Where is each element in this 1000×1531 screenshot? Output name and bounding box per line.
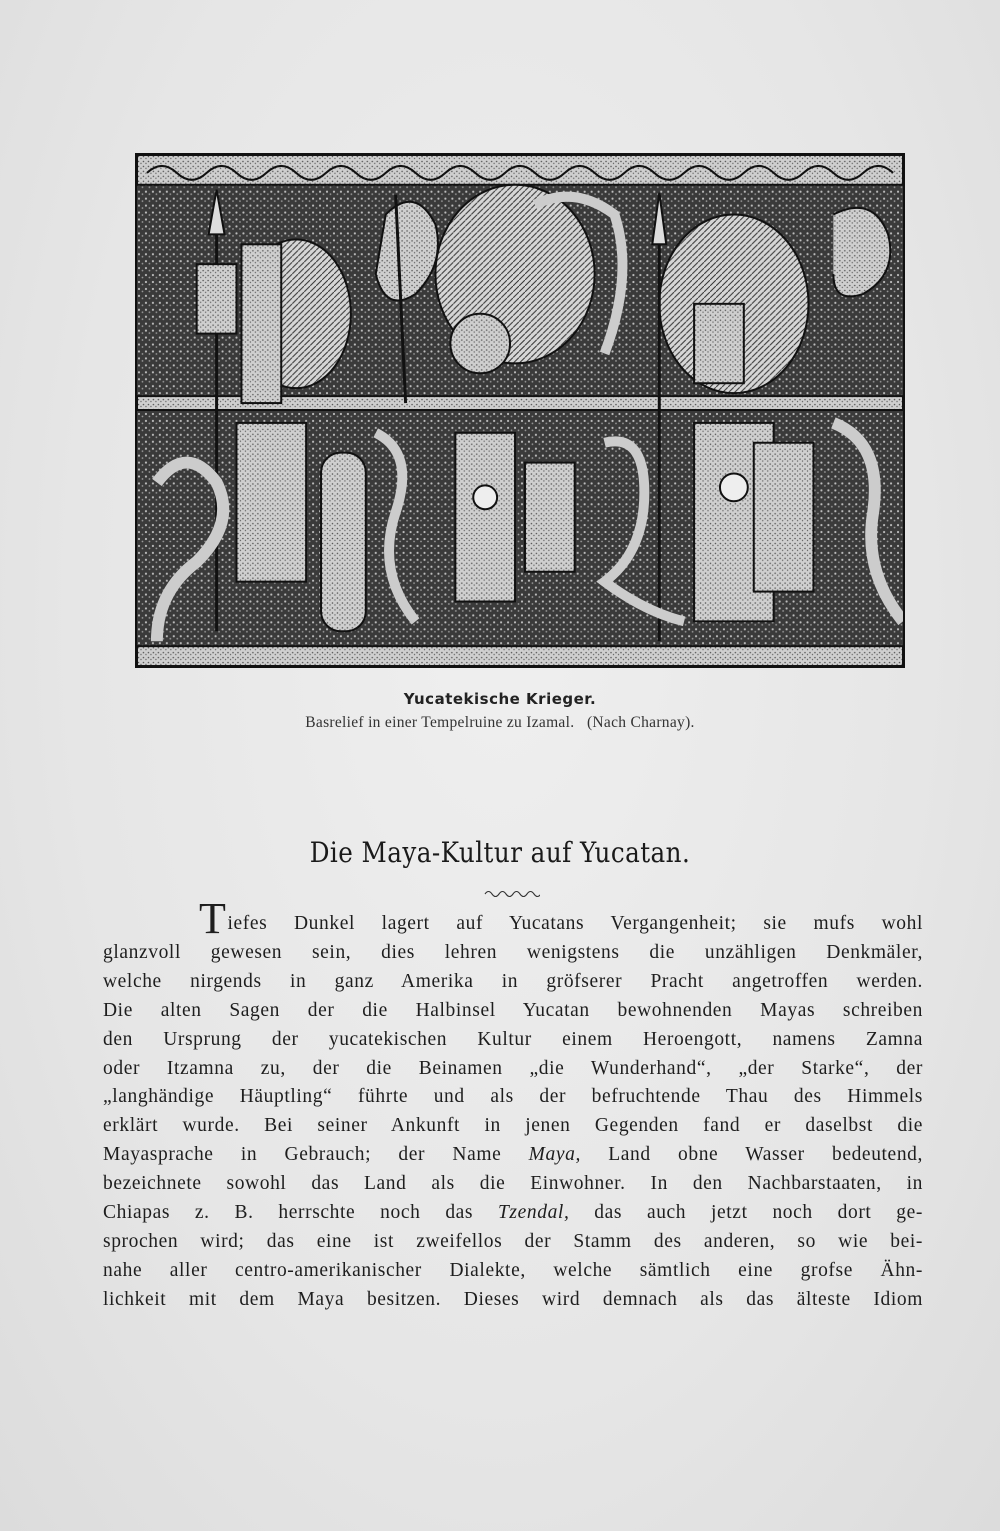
text-line: nahe aller centro-amerikanischer Dialekte, welche sämtlich eine grofse Ähn- bbox=[103, 1259, 923, 1281]
italic-term-tzendal: Tzendal, bbox=[497, 1202, 570, 1224]
text-line: welche nirgends in ganz Amerika in gröfserer Pracht angetroffen werden. bbox=[103, 970, 923, 992]
text-line: sprochen wird; das eine ist zweifellos der Stamm des anderen, so wie bei- bbox=[103, 1230, 923, 1252]
text-line: lichkeit mit dem Maya besitzen. Dieses wird demnach als das älteste Idiom bbox=[103, 1288, 923, 1310]
text-line bbox=[103, 1141, 923, 1170]
caption-source: Basrelief in einer Tempelruine zu Izamal. bbox=[305, 714, 575, 731]
drop-cap: T bbox=[199, 894, 227, 943]
text-line-content: Land obne Wasser bedeutend, bbox=[580, 1144, 923, 1166]
figure-caption-title: Yucatekische Krieger. bbox=[403, 690, 597, 708]
text-line: erklärt wurde. Bei seiner Ankunft in jenen Gegenden fand er daselbst die bbox=[103, 1115, 923, 1137]
text-line bbox=[103, 1199, 923, 1228]
text-line: den Ursprung der yucatekischen Kultur einem Heroengott, namens Zamna bbox=[103, 1028, 923, 1050]
text-line-content: iefes Dunkel lagert auf Yucatans Vergangenheit; sie mufs wohl bbox=[227, 913, 923, 934]
text-line-content: das auch jetzt noch dort ge- bbox=[569, 1202, 923, 1224]
caption-credit: (Nach Charnay). bbox=[586, 714, 695, 731]
text-line: oder Itzamna zu, der die Beinamen „die Wunderhand“, „der Starke“, der bbox=[103, 1057, 923, 1079]
text-line: „langhändige Häuptling“ führte und als der befruchtende Thau des Himmels bbox=[103, 1086, 923, 1108]
body-paragraph bbox=[103, 894, 923, 1315]
text-line bbox=[103, 894, 923, 943]
figure-caption-subtitle bbox=[0, 714, 1000, 732]
text-line: bezeichnete sowohl das Land als die Einwohner. In den Nachbarstaaten, in bbox=[103, 1173, 923, 1195]
chapter-heading: Die Maya-Kultur auf Yucatan. bbox=[309, 836, 691, 869]
relief-engraving bbox=[137, 155, 903, 666]
wave-ornament bbox=[484, 889, 540, 899]
text-line: glanzvoll gewesen sein, dies lehren wenigstens die unzähligen Denkmäler, bbox=[103, 941, 923, 963]
basrelief-illustration bbox=[135, 153, 905, 668]
text-line: Die alten Sagen der die Halbinsel Yucatan bewohnenden Mayas schreiben bbox=[103, 999, 923, 1021]
italic-term-maya: Maya, bbox=[528, 1144, 581, 1166]
text-line-content: Mayasprache in Gebrauch; der Name bbox=[103, 1144, 529, 1166]
text-line-content: Chiapas z. B. herrschte noch das bbox=[103, 1202, 498, 1224]
